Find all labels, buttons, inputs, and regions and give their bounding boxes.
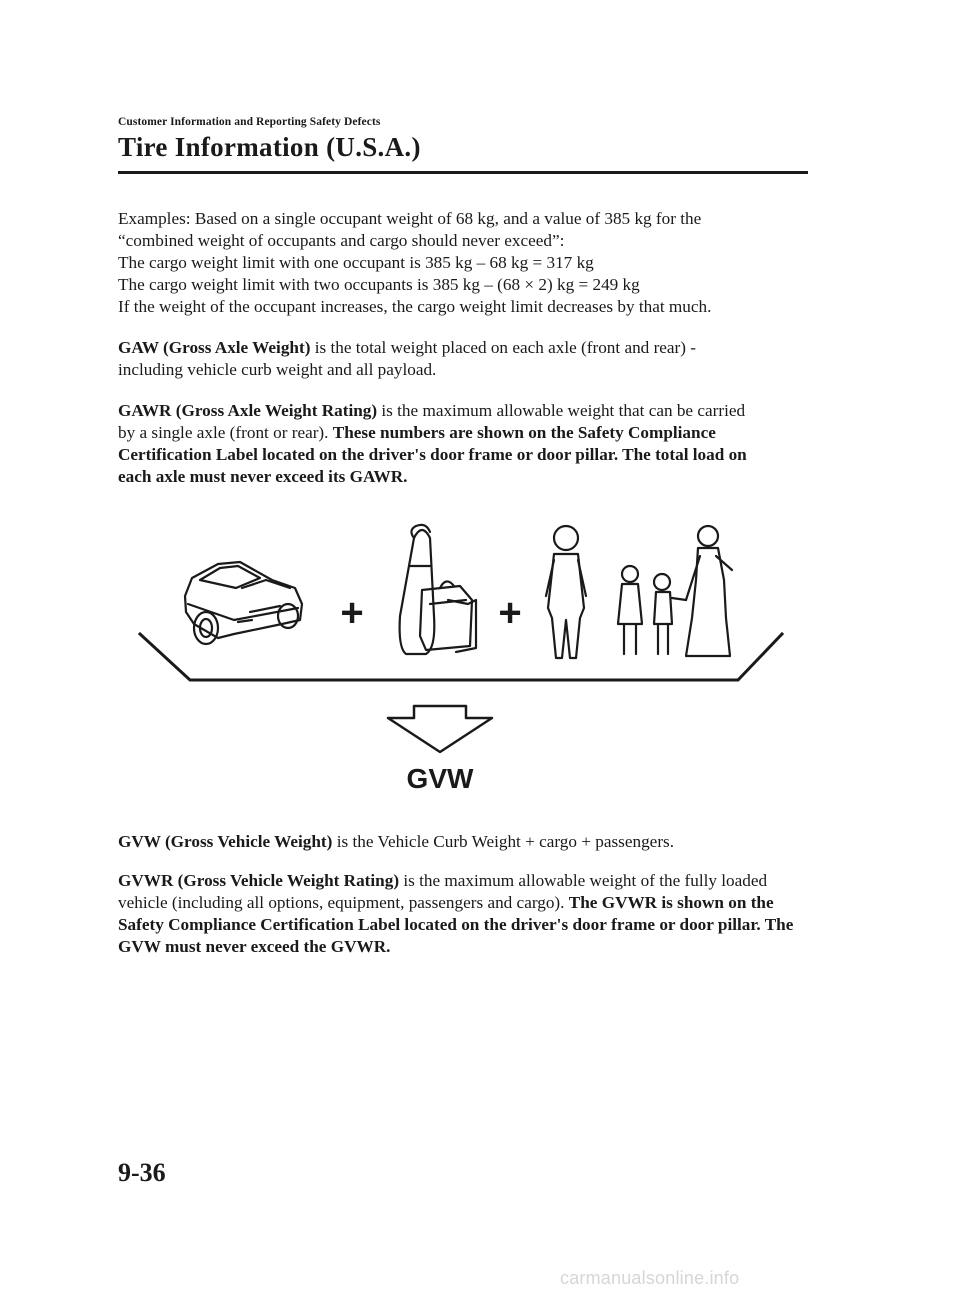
gawr-text-1: is the maximum allowable weight that can be carried [377,401,746,420]
gvwr-text-2: loaded vehicle (including all options, equipment, passengers and cargo). [118,871,768,912]
gawr-term: GAWR (Gross Axle Weight Rating) [118,401,378,420]
gvw-line-1 [118,832,674,851]
examples-line-5: If the weight of the occupant increases, the cargo weight limit decreases by that much. [118,297,712,316]
gvw-text: is the Vehicle Curb Weight + cargo + passengers. [332,832,675,851]
gawr-text-2: by a single axle (front or rear). [118,423,333,442]
gvwr-paragraph [118,870,818,958]
gvw-label: GVW [406,763,474,794]
plus-sign-2: + [498,591,522,635]
gaw-term: GAW (Gross Axle Weight) [118,338,311,357]
down-arrow-icon [388,706,492,752]
gvwr-text-1: is the maximum allowable weight of the fully [399,871,717,890]
gawr-line-2 [118,422,818,444]
page-title: Tire Information (U.S.A.) [118,132,421,162]
examples-line-4: The cargo weight limit with two occupants is 385 kg – (68 × 2) kg = 249 kg [118,275,640,294]
gvwr-line-1 [118,871,717,890]
gvwr-bold-4: frame or door pillar. The GVW must never exceed the GVWR. [118,915,794,956]
body-text-lower [118,831,818,975]
gvw-paragraph [118,831,818,853]
gawr-paragraph [118,400,818,488]
gvwr-bold-3: shown on the Safety Compliance Certification Label located on the driver's door [118,893,774,934]
gawr-bold-2: These numbers are shown on the Safety Compliance [332,423,716,442]
examples-line-2: “combined weight of occupants and cargo should never exceed”: [118,231,565,250]
luggage-icon [400,525,476,654]
gaw-text-1: is the total weight placed on each axle (front and rear) - [310,338,697,357]
page-number: 9-36 [118,1158,166,1187]
gvwr-term: GVWR (Gross Vehicle Weight Rating) [118,871,400,890]
gaw-line-1 [118,337,818,359]
examples-line-1: Examples: Based on a single occupant weight of 68 kg, and a value of 385 kg for the [118,209,702,228]
watermark: carmanualsonline.info [560,1268,740,1288]
title-rule [118,171,808,174]
plus-sign-1: + [340,591,364,635]
gvw-term: GVW (Gross Vehicle Weight) [118,832,333,851]
gaw-text-2: including vehicle curb weight and all payload. [118,360,437,379]
gaw-paragraph [118,337,818,381]
section-label: Customer Information and Reporting Safety Defects [118,116,381,128]
gawr-line-1 [118,400,818,422]
examples-paragraph [118,208,818,318]
gvw-diagram [130,508,830,808]
family-icon [546,526,732,658]
gvwr-bold-2: The GVWR is [568,893,673,912]
gawr-bold-4: each axle must never exceed its GAWR. [118,467,408,486]
gawr-bold-3: Certification Label located on the driver's door frame or door pillar. The total load on [118,445,747,464]
car-icon [185,562,302,644]
examples-line-3: The cargo weight limit with one occupant is 385 kg – 68 kg = 317 kg [118,253,594,272]
body-text-upper [118,208,818,507]
